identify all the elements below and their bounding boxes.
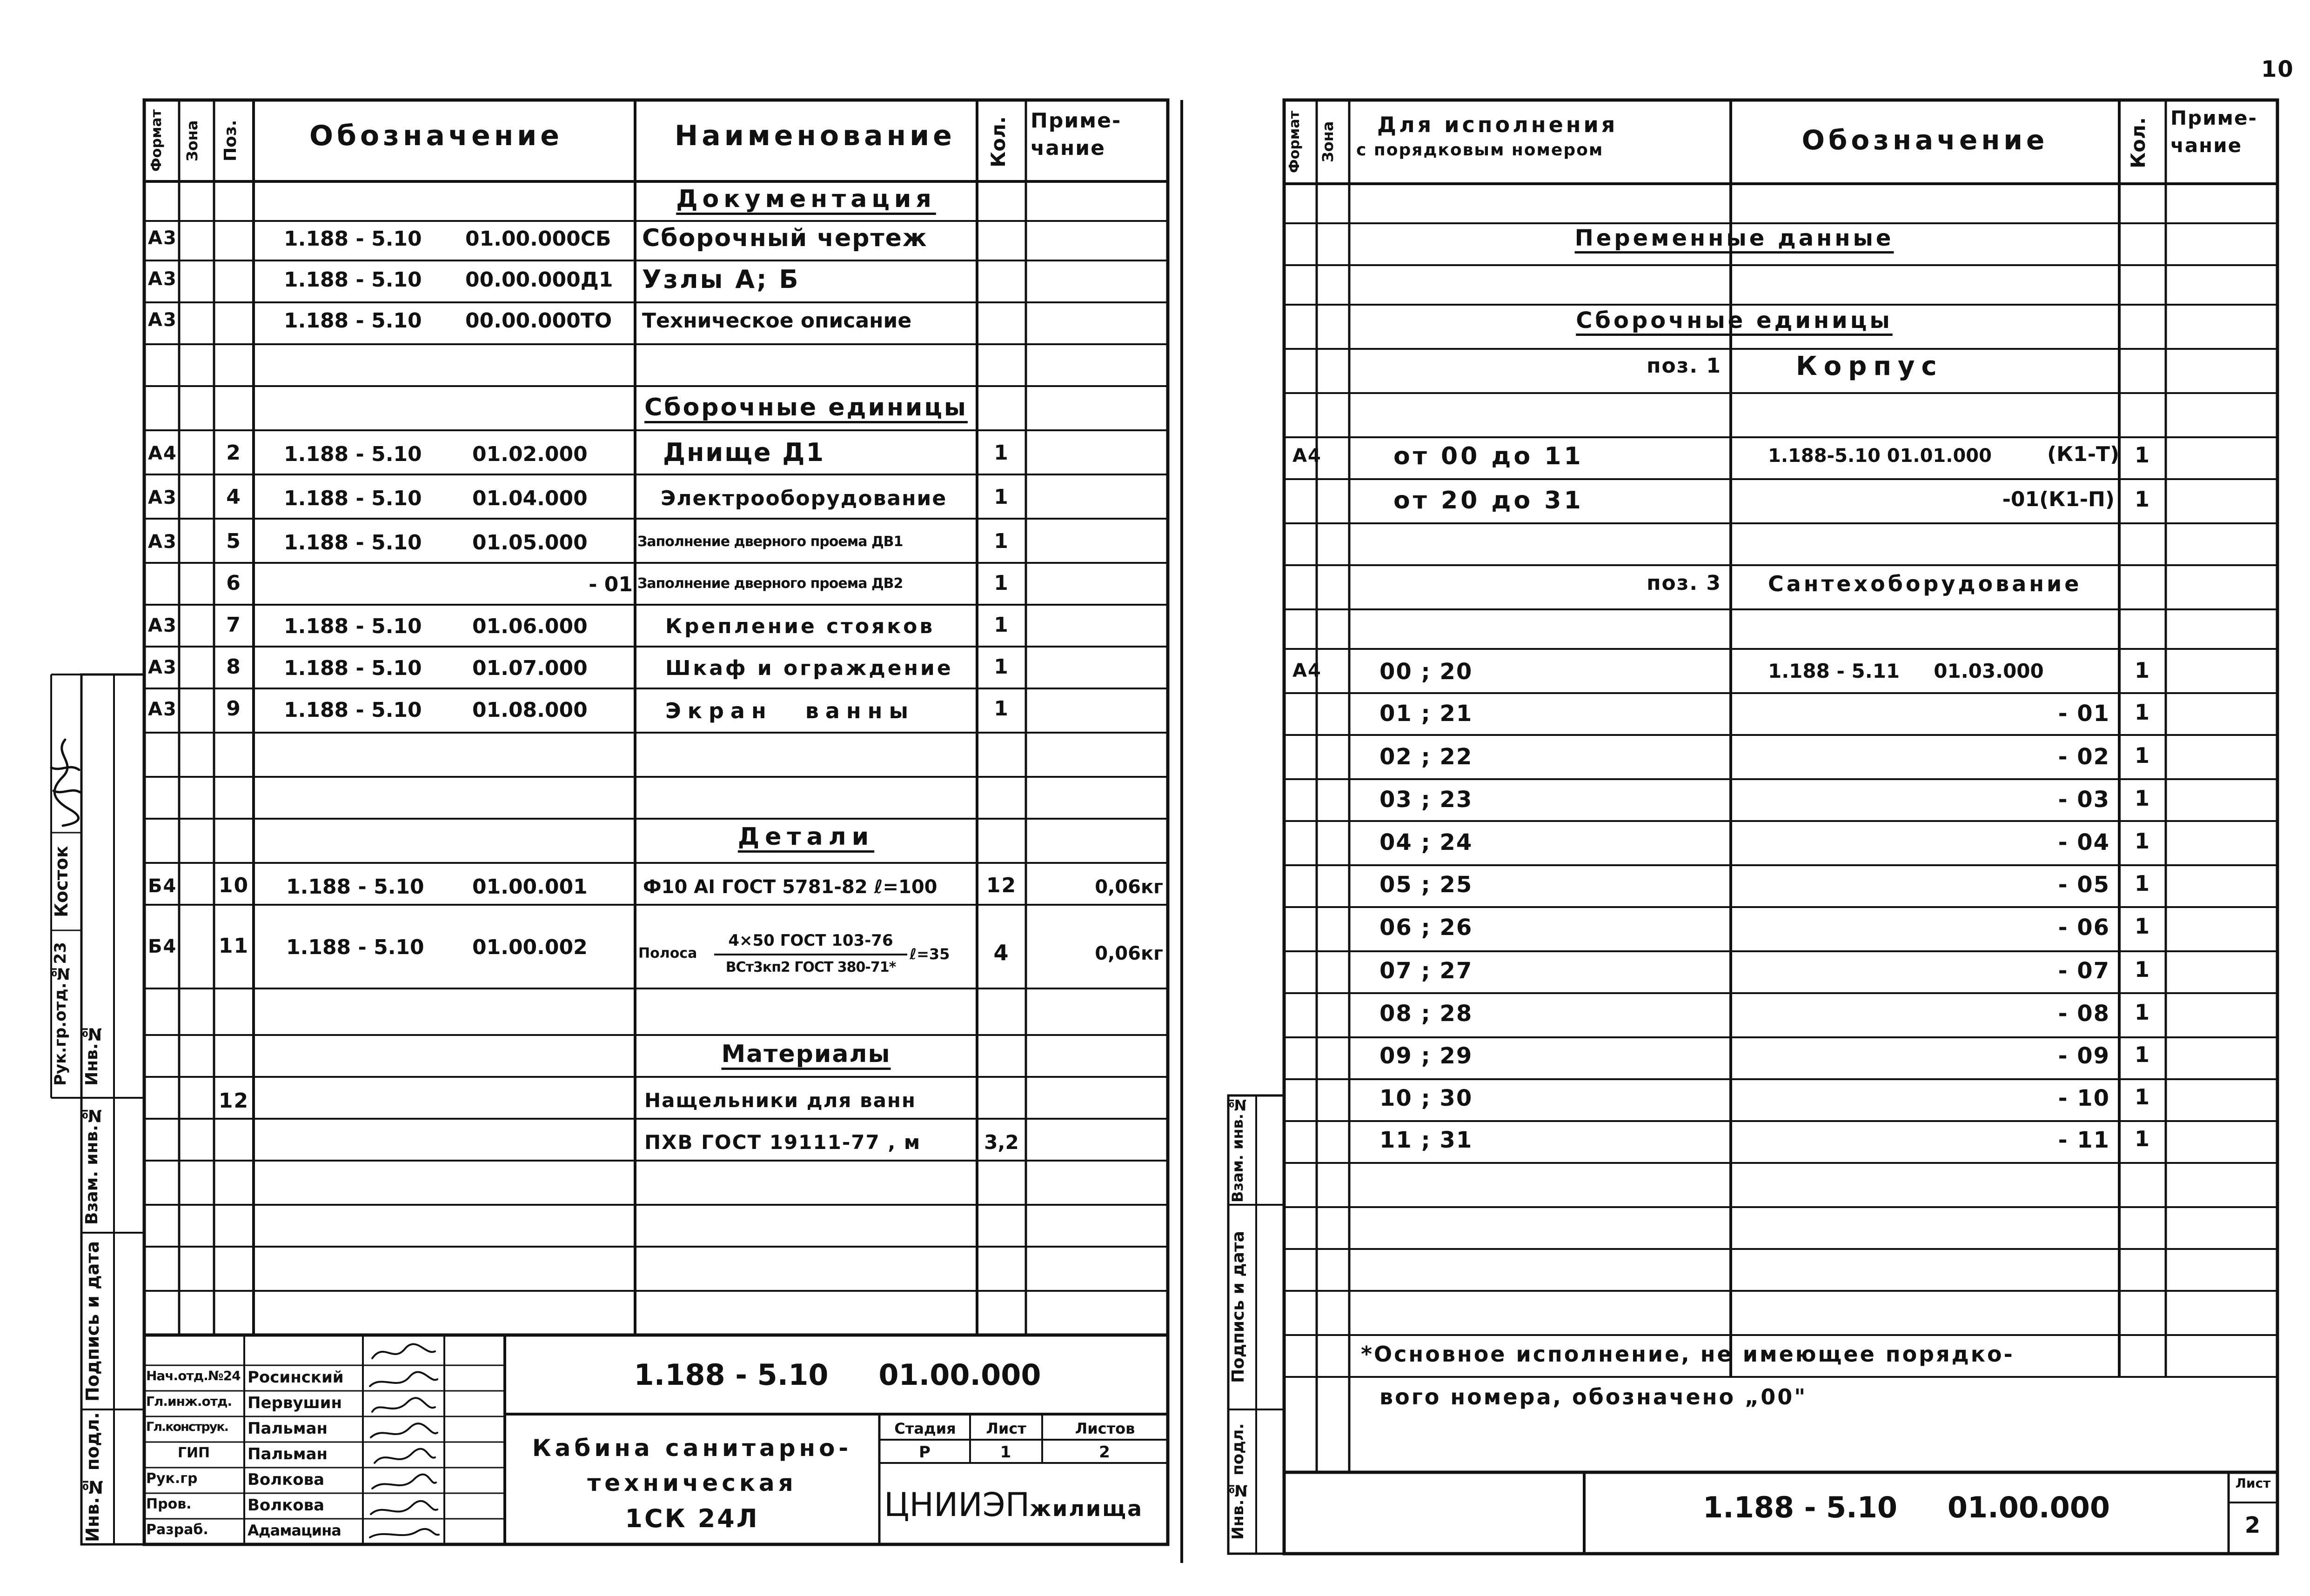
stage-label: Стадия: [894, 1420, 956, 1437]
person-name: Адамацина: [248, 1522, 341, 1539]
row-designation: - 10: [2058, 1085, 2110, 1111]
row-designation: - 05: [2058, 872, 2110, 898]
stage-value: Р: [919, 1443, 931, 1462]
role-label: Нач.отд.№24: [146, 1368, 241, 1383]
row-qty: 1: [2134, 1042, 2150, 1067]
section-details: Детали: [737, 823, 875, 851]
row-designation-suffix: 01.06.000: [472, 614, 588, 638]
row-format: A3: [148, 699, 177, 720]
header-format: Формат: [148, 109, 165, 172]
row-qty: 1: [994, 571, 1009, 595]
row-format: A4: [148, 443, 177, 464]
org-name: [884, 1486, 1144, 1524]
header-note: Приме-чание: [1031, 109, 1122, 160]
row-designation-suffix: 00.00.000Д1: [465, 268, 613, 292]
row-note: 0,06кг: [1095, 876, 1163, 898]
row-pos: 9: [226, 697, 241, 721]
row-designation: - 11: [2058, 1127, 2110, 1153]
row-designation: - 09: [2058, 1043, 2110, 1069]
header-exec-line-2: с порядковым номером: [1356, 140, 1604, 160]
pos3-name: Сантехоборудование: [1768, 571, 2082, 596]
row-qty: 4: [993, 940, 1010, 965]
row-designation-suffix: 01.08.000: [472, 698, 588, 722]
row-designation-suffix: 01.04.000: [472, 487, 588, 510]
stamp-replaced-inv: Взам. инв.№: [1229, 1096, 1246, 1202]
row-pos: 11: [218, 934, 249, 958]
row-pos: 12: [218, 1089, 249, 1113]
row-designation: - 06: [2058, 915, 2110, 941]
row-pos: 7: [226, 613, 241, 637]
person-name: Пальман: [248, 1419, 328, 1438]
header-designation: Обозначение: [309, 120, 563, 152]
row-designation: 1.188 - 5.10: [286, 875, 424, 899]
pos1-label: поз. 1: [1647, 354, 1721, 378]
row-pos: 4: [226, 485, 241, 509]
header-qty: Кол.: [987, 116, 1010, 167]
stamp-inv-orig: Инв.№ подл.: [1229, 1423, 1247, 1540]
row-exec: 08 ; 28: [1379, 1001, 1473, 1027]
row-qty: 1: [2134, 442, 2150, 467]
role-label: ГИП: [177, 1445, 210, 1461]
section-assembly-units: Сборочные единицы: [1576, 307, 1893, 334]
row-designation: 1.188 - 5.10: [284, 614, 422, 638]
row-designation: - 02: [2058, 744, 2110, 770]
row-exec: 04 ; 24: [1379, 829, 1473, 855]
row-exec: 11 ; 31: [1379, 1127, 1473, 1153]
row-name: Заполнение дверного проема ДВ1: [637, 534, 903, 550]
footnote-line-2: вого номера, обозначено „00": [1379, 1384, 1808, 1409]
row-note: 0,06кг: [1095, 943, 1163, 964]
row-name: Заполнение дверного проема ДВ2: [637, 575, 903, 592]
pos1-name: Корпус: [1796, 351, 1943, 381]
header-zone: Зона: [1319, 121, 1337, 163]
stamp-sign-date: Подпись и дата: [1229, 1231, 1248, 1383]
row-name: Техническое описание: [642, 309, 912, 333]
row-qty: 1: [2134, 1084, 2150, 1109]
row-format: A3: [148, 487, 177, 508]
row-pos: 8: [226, 655, 241, 679]
row-exec: 00 ; 20: [1379, 659, 1473, 685]
header-exec-line-1: Для исполнения: [1377, 112, 1618, 137]
stamp-inv-orig: Инв.№ подл.: [82, 1412, 103, 1542]
row-designation: 1.188 - 5.10: [286, 935, 424, 959]
row-qty: 1: [2134, 743, 2150, 768]
sheets-value: 2: [1099, 1443, 1111, 1462]
strip-length: ℓ=35: [910, 945, 950, 963]
person-name: Пальман: [248, 1445, 328, 1463]
row-designation-suffix: 01.00.001: [472, 875, 588, 899]
row-designation-suffix: 01.07.000: [472, 656, 588, 680]
header-qty: Кол.: [2127, 117, 2149, 169]
row-format: A3: [148, 657, 177, 678]
row-qty: 1: [2134, 957, 2150, 982]
row-name: Днище Д1: [663, 438, 825, 467]
org-logo-text: ЦНИИЭП: [884, 1486, 1030, 1524]
role-label: Гл.инж.отд.: [146, 1394, 232, 1409]
stamp-sign-date: Подпись и дата: [82, 1241, 103, 1402]
row-exec: 05 ; 25: [1379, 872, 1473, 898]
row-qty: 1: [994, 441, 1009, 465]
section-materials: Материалы: [721, 1040, 891, 1068]
person-name: Росинский: [248, 1368, 344, 1387]
row-pos: 5: [226, 529, 241, 553]
row-exec: 07 ; 27: [1379, 958, 1473, 984]
row-designation: - 01: [2058, 701, 2110, 727]
row-qty: 1: [2134, 700, 2150, 725]
strip-numerator: 4×50 ГОСТ 103-76: [728, 931, 893, 950]
row-format: A3: [148, 309, 177, 331]
product-line-2: техническая: [587, 1469, 797, 1496]
row-designation-suffix: 01.00.002: [472, 935, 588, 959]
row-exec-range: от 20 до 31: [1393, 487, 1584, 514]
header-zone: Зона: [183, 120, 201, 161]
row-exec: 01 ; 21: [1379, 701, 1473, 727]
pos3-label: поз. 3: [1647, 571, 1721, 595]
row-pos: 10: [218, 874, 249, 897]
stamp-inv-dup: Инв.№: [82, 1024, 101, 1086]
row-format: Б4: [148, 936, 177, 957]
row-qty: 1: [2134, 871, 2150, 896]
row-name: Узлы А; Б: [642, 265, 800, 294]
page-number: 10: [2261, 56, 2294, 82]
row-designation: - 07: [2058, 958, 2110, 984]
row-format: A3: [148, 531, 177, 553]
row-designation: 1.188 - 5.10: [284, 309, 422, 333]
role-label: Рук.гр: [146, 1470, 198, 1487]
row-name: Шкаф и ограждение: [665, 656, 953, 680]
row-designation: 1.188 - 5.10: [284, 268, 422, 292]
product-line-3: 1СК 24Л: [625, 1504, 759, 1533]
row-exec: 02 ; 22: [1379, 744, 1473, 770]
header-format: Формат: [1286, 111, 1303, 173]
sheet-number: 2: [2244, 1512, 2262, 1538]
row-format: A3: [148, 615, 177, 636]
row-exec: 03 ; 23: [1379, 787, 1473, 813]
signature-marks: [365, 1337, 442, 1542]
row-designation: 1.188 - 5.10: [284, 531, 422, 554]
row-qty: 1: [2134, 786, 2150, 811]
sheets-label: Листов: [1075, 1420, 1135, 1437]
row-designation: 1.188 - 5.10: [284, 487, 422, 510]
row-designation: - 08: [2058, 1001, 2110, 1027]
row-format: Б4: [148, 875, 177, 897]
row-format: A3: [148, 227, 177, 249]
row-designation-suffix: 01.05.000: [472, 531, 588, 554]
header-pos: Поз.: [221, 120, 240, 162]
row-designation: 1.188 - 5.10: [284, 698, 422, 722]
row-designation: 1.188 - 5.10: [284, 656, 422, 680]
row-designation: 1.188 - 5.10: [284, 442, 422, 466]
row-qty: 1: [2134, 1126, 2150, 1151]
row-name: Крепление стояков: [665, 614, 935, 638]
org-suffix: жилища: [1030, 1496, 1144, 1521]
row-designation: 1.188 - 5.10: [284, 227, 422, 251]
row-qty: 1: [2134, 1000, 2150, 1025]
row-name: Электрооборудование: [661, 487, 947, 510]
row-format: A4: [1292, 660, 1322, 681]
row-exec: 10 ; 30: [1379, 1085, 1473, 1111]
person-name: Волкова: [248, 1470, 325, 1489]
strip-denominator: ВСт3кп2 ГОСТ 380-71*: [725, 959, 896, 975]
row-pos: 6: [226, 571, 241, 595]
material-qty: 3,2: [984, 1131, 1019, 1154]
row-name: Сборочный чертеж: [642, 224, 928, 252]
row-qty: 12: [986, 874, 1017, 897]
row-designation-suffix: 00.00.000ТО: [465, 309, 612, 333]
row-name: Экран ванны: [665, 698, 915, 723]
row-qty: 1: [2134, 828, 2150, 854]
row-pos: 2: [226, 441, 241, 465]
row-designation: - 03: [2058, 787, 2110, 813]
footnote-line-1: *Основное исполнение, не имеющее порядко-: [1361, 1342, 2015, 1367]
row-designation-suffix: 01.00.000СБ: [465, 227, 611, 251]
row-exec: 06 ; 26: [1379, 915, 1473, 941]
row-designation: 1.188-5.10 01.01.000: [1768, 445, 1992, 467]
row-designation-suffix: 01.02.000: [472, 442, 588, 466]
row-qty: 1: [994, 613, 1009, 637]
sheet-value: 1: [1000, 1443, 1012, 1462]
row-qty: 1: [994, 485, 1009, 509]
row-format: A3: [148, 268, 177, 290]
material-spec: ПХВ ГОСТ 19111-77 , м: [644, 1131, 921, 1154]
strip-name: Полоса: [638, 945, 697, 962]
section-documentation: Документация: [676, 185, 936, 213]
row-designation: 1.188 - 5.11 01.03.000: [1768, 660, 2044, 682]
title-code: 1.188 - 5.10 01.00.000: [634, 1358, 1041, 1392]
row-qty: 1: [994, 529, 1009, 553]
product-line-1: Кабина санитарно-: [532, 1435, 852, 1462]
header-designation: Обозначение: [1801, 124, 2049, 156]
row-exec: 09 ; 29: [1379, 1043, 1473, 1069]
header-name: Наименование: [675, 120, 956, 152]
row-designation-suffix: -01(К1-П): [2002, 487, 2115, 511]
stamp-group-head: Рук.гр.отд.№23: [51, 942, 70, 1086]
sheet-label: Лист: [2235, 1476, 2271, 1491]
row-name: Ф10 АI ГОСТ 5781-82 ℓ=100: [643, 876, 937, 898]
row-qty: 1: [2134, 658, 2150, 683]
row-designation: - 04: [2058, 829, 2110, 855]
row-exec-range: от 00 до 11: [1393, 442, 1584, 470]
section-assembly-units: Сборочные единицы: [644, 394, 968, 421]
row-designation-suffix: (К1-Т): [2047, 442, 2120, 466]
stamp-signature: [44, 735, 86, 828]
row-format: A4: [1292, 445, 1322, 467]
sheet-label: Лист: [986, 1420, 1026, 1437]
role-label: Разраб.: [146, 1522, 208, 1538]
title-code: 1.188 - 5.10 01.00.000: [1703, 1490, 2110, 1524]
person-name: Волкова: [248, 1496, 325, 1515]
role-label: Гл.конструк.: [146, 1420, 228, 1434]
role-label: Пров.: [146, 1496, 192, 1512]
material-name: Нащельники для ванн: [644, 1089, 916, 1112]
row-qty: 1: [2134, 487, 2150, 512]
stamp-group-head-name: Косток: [51, 846, 72, 917]
row-qty: 1: [994, 697, 1009, 721]
row-designation-suffix: - 01: [589, 573, 633, 596]
row-qty: 1: [2134, 914, 2150, 939]
person-name: Первушин: [248, 1394, 342, 1412]
row-qty: 1: [994, 655, 1009, 679]
stamp-replaced-inv: Взам. инв.№: [82, 1106, 101, 1225]
section-variable-data: Переменные данные: [1574, 225, 1894, 251]
header-note: Приме-чание: [2170, 107, 2257, 157]
